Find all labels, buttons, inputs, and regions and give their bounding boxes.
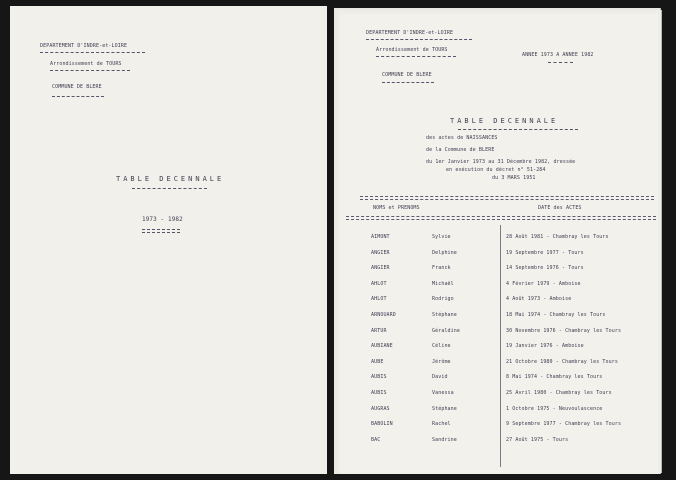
sheet-title-underline xyxy=(458,129,578,130)
record-given-name: Delphine xyxy=(432,249,457,256)
record-date-place: 27 Août 1975 - Tours xyxy=(506,436,569,443)
sheet-title: TABLE DECENNALE xyxy=(450,117,559,125)
record-surname: AHLOT xyxy=(371,280,387,287)
record-date-place: 14 Septembre 1976 - Tours xyxy=(506,265,584,272)
record-given-name: Stéphane xyxy=(432,405,457,412)
record-given-name: Géraldine xyxy=(432,327,460,334)
record-surname: AIMONT xyxy=(371,234,390,240)
sheet-subtitle-acts: des actes de NAISSANCES xyxy=(426,135,498,141)
record-date-place: 30 Novembre 1976 - Chambray les Tours xyxy=(506,327,622,334)
cover-page xyxy=(10,6,327,474)
record-date-place: 4 Février 1979 - Amboise xyxy=(506,280,581,287)
cover-department-underline xyxy=(40,52,145,53)
record-given-name: Vanessa xyxy=(432,390,454,396)
sheet-period-underline xyxy=(548,62,573,63)
record-surname: BAC xyxy=(371,436,381,443)
cover-commune-underline xyxy=(52,96,104,97)
sheet-arrondissement-underline xyxy=(376,56,456,57)
cover-title-underline xyxy=(132,188,207,189)
record-date-place: 8 Mai 1974 - Chambray les Tours xyxy=(506,374,603,381)
cover-years: 1973 - 1982 xyxy=(142,216,183,223)
table-top-rule xyxy=(360,199,654,200)
record-surname: ARTUR xyxy=(371,327,387,334)
sheet-arrondissement: Arrondissement de TOURS xyxy=(376,47,448,53)
sheet-commune-underline xyxy=(382,82,434,83)
sheet-period: ANNEE 1973 A ANNEE 1982 xyxy=(522,52,594,58)
record-given-name: Michaël xyxy=(432,280,454,287)
table-header-rule xyxy=(346,216,656,217)
record-surname: ANGIER xyxy=(371,265,390,272)
record-surname: ANGIER xyxy=(371,249,390,256)
record-given-name: Rachel xyxy=(432,421,451,428)
sheet-subtitle-commune: de la Commune de BLERE xyxy=(426,147,495,153)
sheet-department: DEPARTEMENT D'INDRE-et-LOIRE xyxy=(366,30,454,36)
table-header-rule xyxy=(346,219,656,220)
record-given-name: Stéphane xyxy=(432,312,457,318)
record-date-place: 9 Septembre 1977 - Chambray les Tours xyxy=(506,421,622,428)
record-date-place: 1 Octobre 1975 - Neuvoulascence xyxy=(506,405,603,412)
record-surname: ARNOUARD xyxy=(371,312,396,318)
record-given-name: Sylvie xyxy=(432,234,451,240)
record-date-place: 4 Août 1973 - Amboise xyxy=(506,296,572,303)
record-surname: AUBE xyxy=(371,358,384,365)
record-given-name: Sandrine xyxy=(432,436,457,443)
record-date-place: 25 Avril 1980 - Chambray les Tours xyxy=(506,390,612,396)
record-date-place: 19 Janvier 1976 - Amboise xyxy=(506,343,584,350)
column-header-name: NOMS et PRENOMS xyxy=(373,205,420,211)
sheet-commune: COMMUNE DE BLERE xyxy=(382,72,432,78)
record-given-name: Rodrigo xyxy=(432,296,454,303)
cover-department: DEPARTEMENT D'INDRE-et-LOIRE xyxy=(40,43,128,49)
record-date-place: 21 Octobre 1980 - Chambray les Tours xyxy=(506,358,618,365)
sheet-subtitle-decree: en exécution du décret n° 51-284 xyxy=(446,167,546,173)
record-surname: AUBIS xyxy=(371,374,387,381)
sheet-department-underline xyxy=(366,39,472,40)
column-header-date: DATE des ACTES xyxy=(538,205,582,211)
record-date-place: 28 Août 1981 - Chambray les Tours xyxy=(506,234,609,240)
record-surname: AUBIS xyxy=(371,390,387,396)
record-surname: BABOLIN xyxy=(371,421,393,428)
table-top-rule xyxy=(360,196,654,197)
cover-arrondissement-underline xyxy=(50,70,130,71)
record-date-place: 19 Septembre 1977 - Tours xyxy=(506,249,584,256)
sheet-subtitle-date: du 3 MARS 1951 xyxy=(492,175,536,181)
cover-title: TABLE DECENNALE xyxy=(116,175,225,183)
record-given-name: David xyxy=(432,374,448,381)
record-surname: AUGRAS xyxy=(371,405,390,412)
cover-arrondissement: Arrondissement de TOURS xyxy=(50,61,122,67)
cover-years-underline xyxy=(142,229,180,233)
record-date-place: 18 Mai 1974 - Chambray les Tours xyxy=(506,312,606,318)
cover-commune: COMMUNE DE BLERE xyxy=(52,84,102,90)
sheet-subtitle-range: du 1er Janvier 1973 au 31 Décembre 1982, dressée xyxy=(426,159,576,165)
record-given-name: Franck xyxy=(432,265,451,272)
record-surname: AUBIANE xyxy=(371,343,393,350)
column-divider xyxy=(500,225,501,467)
record-given-name: Jérôme xyxy=(432,358,451,365)
record-given-name: Céline xyxy=(432,343,451,350)
record-surname: AHLOT xyxy=(371,296,387,303)
